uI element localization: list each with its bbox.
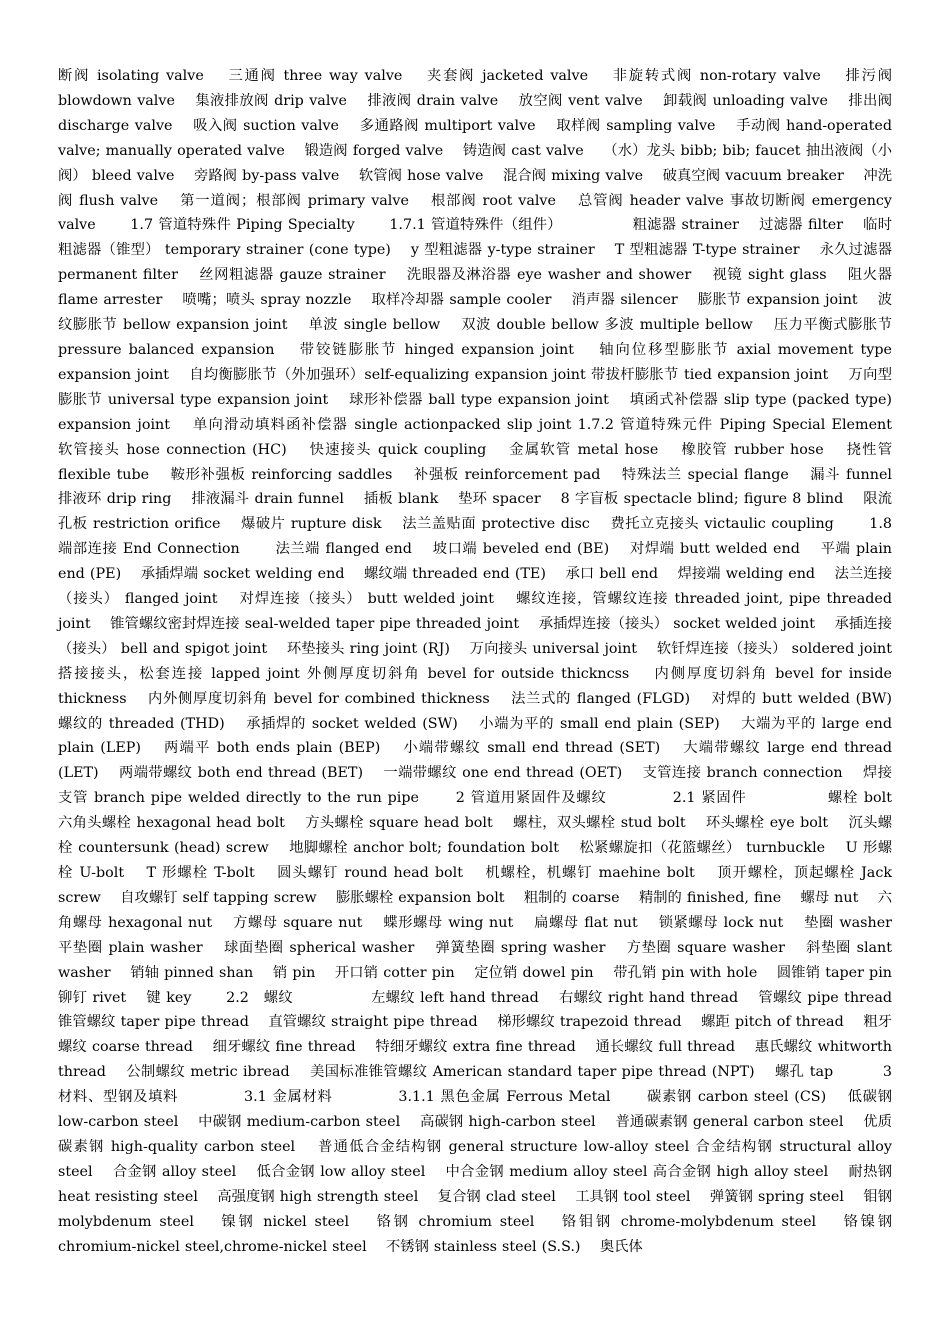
document-page bbox=[58, 64, 926, 1260]
glossary-body-text: 断阀 isolating valve 三通阀 three way valve 夹套阀 jacketed valve 非旋转式阀 non-rotary valve 排污阀 blowdown valve 集液排放阀 drip valve 排液阀 drain valve 放空阀 vent valve 卸载阀 unloading valve 排出阀 discharge valve 吸入阀 suction valve 多通路阀 multiport valve 取样阀 sampling valve 手动阀 hand-operated valve; manually operated valve 锻造阀 forged valve 铸造阀 cast valve （水）龙头 bibb; bib; faucet 抽出液阀（小阀） bleed valve 旁路阀 by-pass valve 软管阀 hose valve 混合阀 mixing valve 破真空阀 vacuum breaker 冲洗阀 flush valve 第一道阀；根部阀 primary valve 根部阀 root valve 总管阀 header valve 事故切断阀 emergency valve 1.7 管道特殊件 Piping Specialty 1.7.1 管道特殊件（组件） 粗滤器 strainer 过滤器 filter 临时粗滤器（锥型） temporary strainer (cone type) y 型粗滤器 y-type strainer T 型粗滤器 T-type strainer 永久过滤器 permanent filter 丝网粗滤器 gauze strainer 洗眼器及淋浴器 eye washer and shower 视镜 sight glass 阻火器 flame arrester 喷嘴；喷头 spray nozzle 取样冷却器 sample cooler 消声器 silencer 膨胀节 expansion joint 波纹膨胀节 bellow expansion joint 单波 single bellow 双波 double bellow 多波 multiple bellow 压力平衡式膨胀节 pressure balanced expansion 带铰链膨胀节 hinged expansion joint 轴向位移型膨胀节 axial movement type expansion joint 自均衡膨胀节（外加强环）self-equalizing expansion joint 带拔杆膨胀节 tied expansion joint 万向型膨胀节 universal type expansion joint 球形补偿器 ball type expansion joint 填函式补偿器 slip type (packed type) expansion joint 单向滑动填料函补偿器 single actionpacked slip joint 1.7.2 管道特殊元件 Piping Special Element 软管接头 hose connection (HC) 快速接头 quick coupling 金属软管 metal hose 橡胶管 rubber hose 挠性管 flexible tube 鞍形补强板 reinforcing saddles 补强板 reinforcement pad 特殊法兰 special flange 漏斗 funnel 排液环 drip ring 排液漏斗 drain funnel 插板 blank 垫环 spacer 8 字盲板 spectacle blind; figure 8 blind 限流孔板 restriction orifice 爆破片 rupture disk 法兰盖贴面 protective disc 费托立克接头 victaulic coupling 1.8 端部连接 End Connection 法兰端 flanged end 坡口端 beveled end (BE) 对焊端 butt welded end 平端 plain end (PE) 承插焊端 socket welding end 螺纹端 threaded end (TE) 承口 bell end 焊接端 welding end 法兰连接（接头） flanged joint 对焊连接（接头） butt welded joint 螺纹连接，管螺纹连接 threaded joint, pipe threaded joint 锥管螺纹密封焊连接 seal-welded taper pipe threaded joint 承插焊连接（接头） socket welded joint 承插连接（接头） bell and spigot joint 环垫接头 ring joint (RJ) 万向接头 universal joint 软钎焊连接（接头） soldered joint 搭接接头，松套连接 lapped joint 外侧厚度切斜角 bevel for outside thickncss 内侧厚度切斜角 bevel for inside thickness 内外侧厚度切斜角 bevel for combined thickness 法兰式的 flanged (FLGD) 对焊的 butt welded (BW) 螺纹的 threaded (THD) 承插焊的 socket welded (SW) 小端为平的 small end plain (SEP) 大端为平的 large end plain (LEP) 两端平 both ends plain (BEP) 小端带螺纹 small end thread (SET) 大端带螺纹 large end thread (LET) 两端带螺纹 both end thread (BET) 一端带螺纹 one end thread (OET) 支管连接 branch connection 焊接支管 branch pipe welded directly to the run pipe 2 管道用紧固件及螺纹 2.1 紧固件 螺栓 bolt 六角头螺栓 hexagonal head bolt 方头螺栓 square head bolt 螺柱，双头螺栓 stud bolt 环头螺栓 eye bolt 沉头螺栓 countersunk (head) screw 地脚螺栓 anchor bolt; foundation bolt 松紧螺旋扣（花篮螺丝） turnbuckle U 形螺栓 U-bolt T 形螺栓 T-bolt 圆头螺钉 round head bolt 机螺栓，机螺钉 maehine bolt 顶开螺栓，顶起螺栓 Jack screw 自攻螺钉 self tapping screw 膨胀螺栓 expansion bolt 粗制的 coarse 精制的 finished, fine 螺母 nut 六角螺母 hexagonal nut 方螺母 square nut 蝶形螺母 wing nut 扁螺母 flat nut 锁紧螺母 lock nut 垫圈 washer 平垫圈 plain washer 球面垫圈 spherical washer 弹簧垫圈 spring washer 方垫圈 square washer 斜垫圈 slant washer 销轴 pinned shan 销 pin 开口销 cotter pin 定位销 dowel pin 带孔销 pin with hole 圆锥销 taper pin 铆钉 rivet 键 key 2.2 螺纹 左螺纹 left hand thread 右螺纹 right hand thread 管螺纹 pipe thread 锥管螺纹 taper pipe thread 直管螺纹 straight pipe thread 梯形螺纹 trapezoid thread 螺距 pitch of thread 粗牙螺纹 coarse thread 细牙螺纹 fine thread 特细牙螺纹 extra fine thread 通长螺纹 full thread 惠氏螺纹 whitworth thread 公制螺纹 metric ibread 美国标准锥管螺纹 American standard taper pipe thread (NPT) 螺孔 tap 3 材料、型钢及填料 3.1 金属材料 3.1.1 黑色金属 Ferrous Metal 碳素钢 carbon steel (CS) 低碳钢 low-carbon steel 中碳钢 medium-carbon steel 高碳钢 high-carbon steel 普通碳素钢 general carbon steel 优质碳素钢 high-quality carbon steel 普通低合金结构钢 general structure low-alloy steel 合金结构钢 structural alloy steel 合金钢 alloy steel 低合金钢 low alloy steel 中合金钢 medium alloy steel 高合金钢 high alloy steel 耐热钢 heat resisting steel 高强度钢 high strength steel 复合钢 clad steel 工具钢 tool steel 弹簧钢 spring steel 钼钢 molybdenum steel 镍钢 nickel steel 铬钢 chromium steel 铬钼钢 chrome-molybdenum steel 铬镍钢 chromium-nickel steel,chrome-nickel steel 不锈钢 stainless steel (S.S.) 奥氏体 bbox=[58, 68, 926, 1255]
